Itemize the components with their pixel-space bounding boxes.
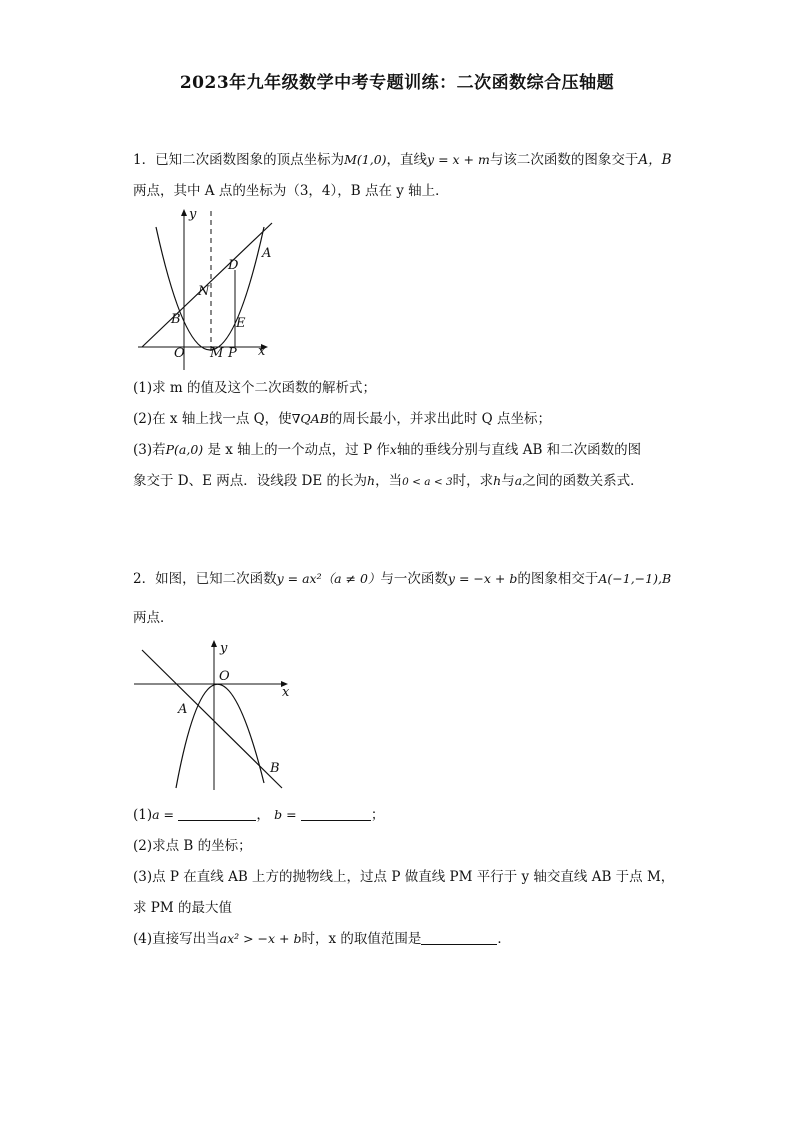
q2-stem-line2: 两点． [133,610,174,626]
q2-answer-blank-b[interactable] [301,806,371,821]
q2-label-o: O [219,669,230,684]
q1-x-symbol: x [389,442,397,457]
q2-line-ab [142,650,282,788]
q2-b-label: b = [274,807,297,822]
q2-part4-text-a: (4)直接写出当 [133,931,220,947]
q2-func-quadratic: y = ax²（a ≠ 0） [276,571,381,586]
q1-part3-line1 [133,440,641,460]
q1-a-symbol: a [514,473,523,488]
q1-stem-line2: 两点，其中 A 点的坐标为（3，4），B 点在 y 轴上． [133,183,449,199]
q1-line-expr: y = x + m [427,152,490,167]
q1-y-axis-arrow [181,209,187,216]
q1-label-p: P [228,346,237,361]
q1-stem-line1 [133,150,672,170]
q1-part3-text-e: ，当 [375,473,403,489]
q1-stem-text-c: 与该二次函数的图象交于 [489,152,639,168]
q2-part1-label: (1) [133,807,153,823]
q1-label-o: O [174,346,185,361]
q2-answer-blank-range[interactable] [421,930,497,945]
q2-part2: (2)求点 B 的坐标； [133,838,252,854]
q2-label-b: B [270,761,280,776]
q1-stem-text: 1．已知二次函数图象的顶点坐标为 [133,152,345,168]
q1-label-n: N [198,284,210,299]
q1-label-m: M [210,346,224,361]
q1-part2 [133,409,551,429]
q2-part1-end: ； [370,807,385,823]
q2-part4-text-b: 时，x 的取值范围是 [301,931,422,947]
q1-range: 0 < a < 3 [402,476,453,488]
q2-figure [134,638,299,793]
q1-label-x: x [258,344,266,359]
page-title: 2023年九年级数学中考专题训练：二次函数综合压轴题 [179,73,615,93]
q2-part1-sep: ， [256,807,270,823]
q2-func-linear: y = −x + b [447,571,518,586]
q1-label-y: y [189,207,197,222]
q1-part2-text-a: (2)在 x 轴上找一点 Q，使 [133,411,292,427]
q2-y-axis-arrow [211,640,217,647]
q1-part3-line2 [133,471,644,492]
q1-part1: (1)求 m 的值及这个二次函数的解析式； [133,380,377,396]
q1-part3-text-h: 之间的函数关系式． [522,473,644,489]
q1-part3-text-c: 轴的垂线分别与直线 AB 和二次函数的图 [396,442,642,458]
q2-label-x: x [282,685,290,700]
q2-part4-end: ． [497,931,511,947]
q1-point-p: P(a,0) [165,442,204,457]
q1-triangle-qab: ∇QAB [291,411,329,426]
q1-part2-text-b: 的周长最小，并求出此时 Q 点坐标； [328,411,552,427]
q2-part1 [133,805,384,825]
q2-inequality: ax² > −x + b [219,931,302,946]
q2-stem-text-b: 与一次函数 [380,571,448,587]
q2-part3-line2: 求 PM 的最大值 [133,900,232,916]
q1-h-symbol-2: h [493,473,502,488]
q1-label-b: B [171,312,181,327]
q2-parabola [176,684,264,788]
q2-label-y: y [220,641,228,656]
q2-label-a: A [178,702,188,717]
q1-vertex: M(1,0) [344,152,387,167]
q2-part3-line1: (3)点 P 在直线 AB 上方的抛物线上，过点 P 做直线 PM 平行于 y 轴交直线 AB 于点 M， [133,869,675,885]
q1-h-symbol: h [367,473,376,488]
q2-stem-text-c: 的图象相交于 [517,571,599,587]
q1-part3-text-g: 与 [501,473,515,489]
q1-stem-text-b: ，直线 [386,152,428,168]
q2-part4 [133,929,511,949]
q2-point-a: A(−1,−1),B [598,571,672,586]
q1-figure [136,205,276,370]
q1-part3-text-d: 象交于 D、E 两点．设线段 DE 的长为 [133,473,368,489]
q1-stem-points: A，B [638,152,672,168]
q2-stem-text-a: 2．如图，已知二次函数 [133,571,277,587]
q2-stem-line1 [133,569,671,589]
q1-part3-text-f: 时，求 [452,473,494,489]
q1-label-e: E [236,316,246,331]
q1-label-a: A [262,246,272,261]
q2-answer-blank-a[interactable] [178,806,256,821]
q1-part3-text-a: (3)若 [133,442,166,458]
q1-part3-text-b: 是 x 轴上的一个动点，过 P 作 [207,442,390,458]
q2-a-label: a = [152,807,175,822]
q1-label-d: D [228,258,239,273]
